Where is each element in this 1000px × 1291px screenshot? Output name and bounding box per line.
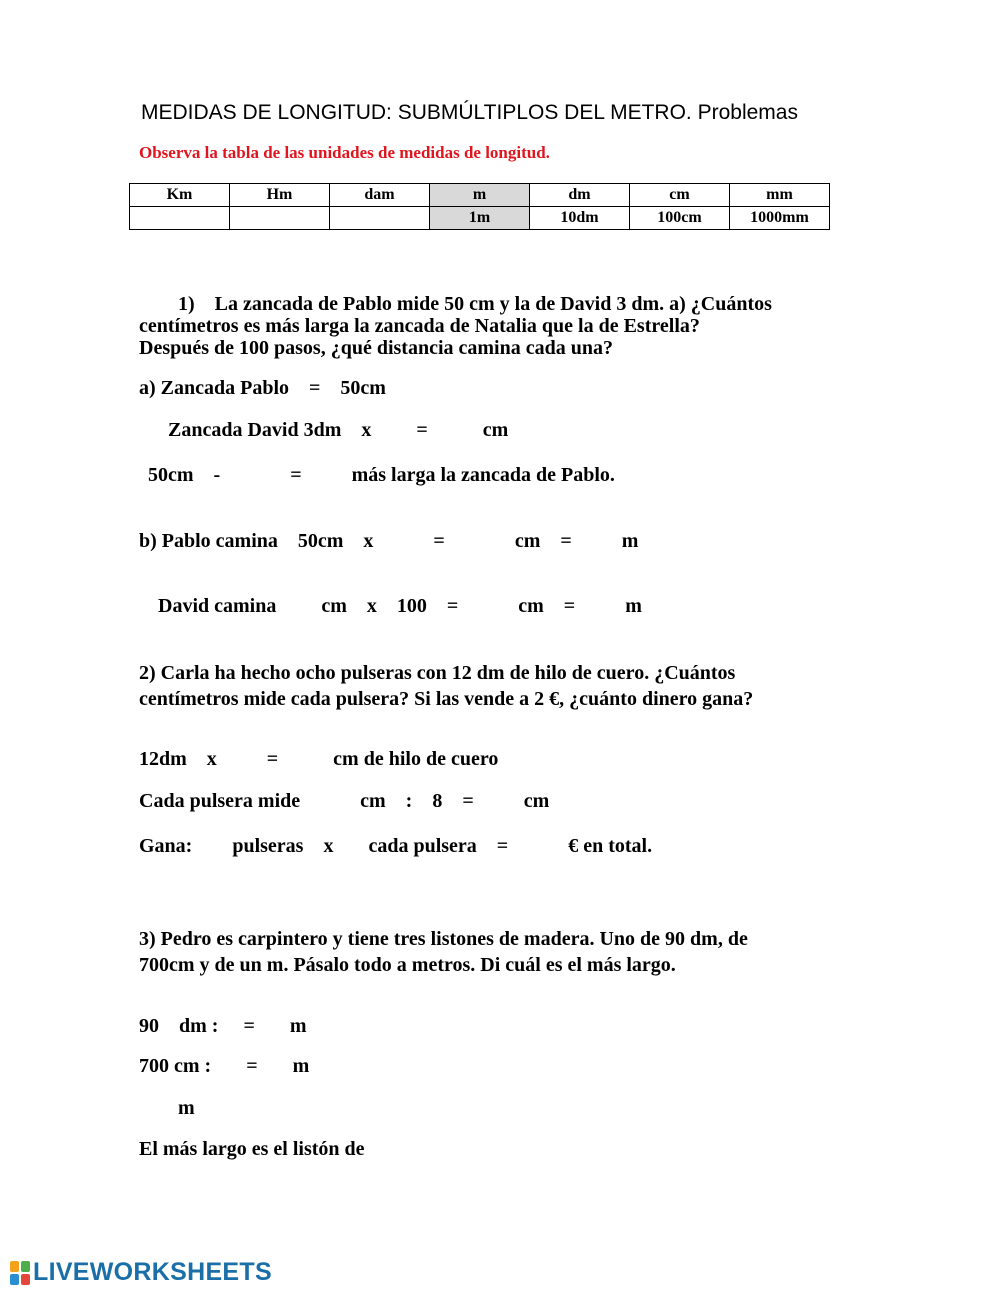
units-table (129, 183, 830, 230)
table-cell: 1000mm (730, 207, 830, 230)
problem3-statement-line1: 3) Pedro es carpintero y tiene tres listones de madera. Uno de 90 dm, de (139, 928, 748, 950)
problem1-statement-line1: 1) La zancada de Pablo mide 50 cm y la de David 3 dm. a) ¿Cuántos (178, 293, 772, 315)
instruction-text: Observa la tabla de las unidades de medidas de longitud. (139, 143, 550, 162)
table-cell: 10dm (530, 207, 630, 230)
table-header-cell: dam (330, 184, 430, 207)
problem3-step3: m (178, 1097, 195, 1119)
problem1-statement-line3: Después de 100 pasos, ¿qué distancia camina cada una? (139, 337, 613, 359)
problem1-statement-line2: centímetros es más larga la zancada de Natalia que la de Estrella? (139, 315, 700, 337)
table-row (130, 207, 830, 230)
table-header-cell: dm (530, 184, 630, 207)
problem2-step3: Gana: pulseras x cada pulsera = € en total. (139, 835, 653, 857)
table-cell (230, 207, 330, 230)
liveworksheets-logo (10, 1258, 272, 1287)
table-header-cell: Hm (230, 184, 330, 207)
problem3-step1: 90 dm : = m (139, 1015, 307, 1037)
table-cell (130, 207, 230, 230)
problem2-statement-line2: centímetros mide cada pulsera? Si las vende a 2 €, ¿cuánto dinero gana? (139, 688, 754, 710)
problem1-b-line1: b) Pablo camina 50cm x = cm = m (139, 530, 639, 552)
problem3-answer: El más largo es el listón de (139, 1138, 365, 1160)
problem1-b-line2: David camina cm x 100 = cm = m (158, 595, 642, 617)
liveworksheets-logo-icon (10, 1261, 30, 1285)
problem2-step1: 12dm x = cm de hilo de cuero (139, 748, 499, 770)
table-header-cell: mm (730, 184, 830, 207)
problem1-a-line3: 50cm - = más larga la zancada de Pablo. (148, 464, 615, 486)
brand-name: LIVEWORKSHEETS (33, 1258, 272, 1286)
problem2-statement-line1: 2) Carla ha hecho ocho pulseras con 12 dm de hilo de cuero. ¿Cuántos (139, 662, 736, 684)
table-cell: 1m (430, 207, 530, 230)
table-header-row (130, 184, 830, 207)
table-header-cell: Km (130, 184, 230, 207)
problem1-a-line1: a) Zancada Pablo = 50cm (139, 377, 386, 399)
page-title: MEDIDAS DE LONGITUD: SUBMÚLTIPLOS DEL METRO. Problemas (141, 101, 798, 124)
problem3-statement-line2: 700cm y de un m. Pásalo todo a metros. Di cuál es el más largo. (139, 954, 676, 976)
table-header-cell: cm (630, 184, 730, 207)
problem1-a-line2: Zancada David 3dm x = cm (168, 419, 509, 441)
table-cell: 100cm (630, 207, 730, 230)
table-header-cell: m (430, 184, 530, 207)
problem2-step2: Cada pulsera mide cm : 8 = cm (139, 790, 550, 812)
table-cell (330, 207, 430, 230)
problem3-step2: 700 cm : = m (139, 1055, 310, 1077)
